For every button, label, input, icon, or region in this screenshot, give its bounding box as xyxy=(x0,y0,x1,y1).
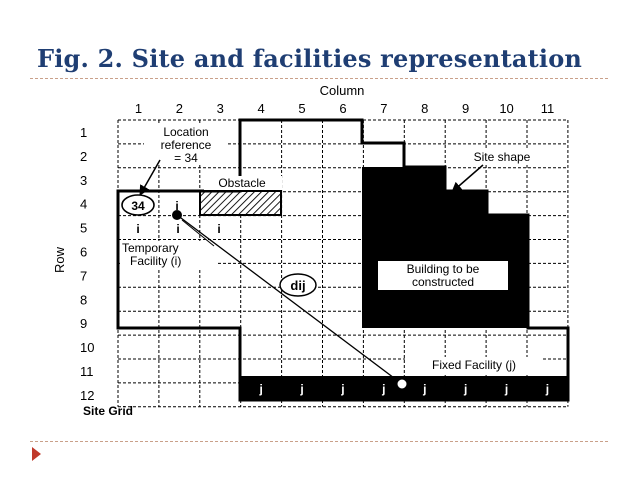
fixed-facility-mark: j xyxy=(259,382,263,396)
column-label: 1 xyxy=(134,101,143,116)
building-label-line-2: constructed xyxy=(411,275,475,289)
fixed-facility-mark: j xyxy=(382,382,386,396)
fixed-facility-mark: j xyxy=(463,382,468,396)
column-axis-label: Column xyxy=(319,83,365,98)
temporary-facility-mark: i xyxy=(217,222,221,236)
temporary-facility-mark: i xyxy=(176,222,180,236)
row-label: 1 xyxy=(80,124,88,140)
row-label: 6 xyxy=(80,244,88,260)
column-label: 11 xyxy=(540,101,555,116)
temporary-facility-label-line-2: Facility (i) xyxy=(130,254,182,268)
fixed-facility-mark: j xyxy=(341,382,345,396)
row-label: 11 xyxy=(80,363,94,379)
obstacle-area xyxy=(200,191,281,215)
column-label: 4 xyxy=(257,101,265,116)
row-label: 8 xyxy=(80,292,88,308)
row-label: 5 xyxy=(80,220,88,236)
row-label: 3 xyxy=(80,172,88,188)
row-label: 2 xyxy=(80,148,88,164)
row-label: 7 xyxy=(80,268,88,284)
location-reference-line-1: Location xyxy=(163,125,209,139)
column-label: 3 xyxy=(216,101,224,116)
fixed-facility-mark: j xyxy=(423,382,427,396)
fixed-facility-mark: j xyxy=(545,382,550,396)
fixed-facility-label: Fixed Facility (j) xyxy=(431,358,517,372)
building-label-line-1: Building to be xyxy=(406,262,480,276)
site-shape-arrow xyxy=(452,165,483,192)
distance-label: dij xyxy=(290,278,306,293)
column-label: 6 xyxy=(339,101,347,116)
temporary-facility-label-line-1: Temporary xyxy=(122,241,179,255)
row-label: 10 xyxy=(80,340,95,356)
column-label: 9 xyxy=(462,101,470,116)
location-reference-line-2: reference xyxy=(160,138,212,152)
site-shape-label: Site shape xyxy=(473,150,531,164)
location-reference-line-3: = 34 xyxy=(174,151,198,165)
slide-title: Fig. 2. Site and facilities representation xyxy=(37,44,583,73)
temporary-facility-mark: i xyxy=(136,222,140,236)
row-label: 9 xyxy=(80,316,88,332)
obstacle-label: Obstacle xyxy=(218,176,266,190)
column-label: 5 xyxy=(298,101,306,116)
column-label: 2 xyxy=(175,101,183,116)
column-labels xyxy=(135,101,554,116)
site-grid-label: Site Grid xyxy=(83,404,134,418)
column-label: 10 xyxy=(499,101,514,116)
row-label: 12 xyxy=(80,387,95,403)
fixed-facility-point xyxy=(397,379,407,389)
column-label: 7 xyxy=(380,101,388,116)
location-code: 34 xyxy=(131,199,145,213)
column-label: 8 xyxy=(421,101,429,116)
fixed-facility-mark: j xyxy=(300,382,304,396)
row-axis-label: Row xyxy=(52,246,67,274)
temporary-facility-mark: i xyxy=(175,199,179,213)
row-label: 4 xyxy=(80,196,88,212)
fixed-facility-mark: j xyxy=(504,382,509,396)
row-labels xyxy=(80,125,94,403)
